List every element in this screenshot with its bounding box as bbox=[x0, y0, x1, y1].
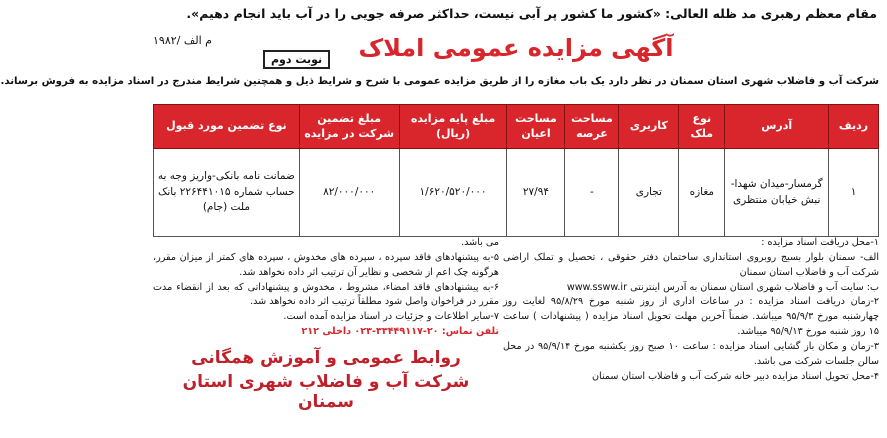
address-cell: گرمسار-میدان شهدا-نبش خیابان منتظری bbox=[725, 149, 829, 237]
footer-signature bbox=[153, 348, 499, 412]
header-cell: مساحت اعیان bbox=[507, 105, 565, 149]
guarantee-amount-cell: ۸۲/۰۰۰/۰۰۰ bbox=[299, 149, 399, 237]
term-item: ۶-به پیشنهادهای فاقد امضاء، مشروط ، مخدوش و پیشنهاداتی که بعد از انقضاء مدت مقرر در فراخوان واصل شود مطلقاً ترتیب اثر داده نخواهد شد. bbox=[153, 281, 499, 308]
footer-company: شرکت آب و فاضلاب شهری استان سمنان bbox=[182, 372, 470, 412]
terms-left-column bbox=[153, 236, 499, 340]
base-price-cell: ۱/۶۲۰/۵۲۰/۰۰۰ bbox=[399, 149, 507, 237]
term-item: ب: سایت آب و فاضلاب شهری استان سمنان به آدرس اینترنتی www.ssww.ir bbox=[566, 281, 879, 293]
term-item: ۱-محل دریافت اسناد مزایده : bbox=[761, 237, 879, 248]
header-cell: مبلغ پایه مزایده (ریال) bbox=[399, 105, 507, 149]
term-item: الف- سمنان بلوار بسیج روبروی استانداری ساختمان دفتر حقوقی ، تحصیل و تملک اراضی شرکت آب و فاضلاب استان سمنان bbox=[503, 251, 879, 278]
terms-right-column bbox=[503, 236, 879, 385]
term-item: ۷-سایر اطلاعات و جزئیات در اسناد مزایده آمده است. bbox=[283, 311, 499, 323]
guarantee-type-cell: ضمانت نامه بانکی-واریز وجه به حساب شماره ۲۲۶۴۴۱۰۱۵ بانک ملت (جام) bbox=[154, 149, 300, 237]
header-cell: کاربری bbox=[619, 105, 679, 149]
header-cell: مبلغ تضمین شرکت در مزایده bbox=[299, 105, 399, 149]
contact-phone: تلفن تماس: ۲۰-۳۳۴۴۹۱۱۷-۰۲۳ داخلی ۲۱۲ bbox=[301, 326, 499, 338]
table-row bbox=[154, 149, 879, 237]
property-type-cell: مغازه bbox=[679, 149, 725, 237]
term-item: ۳-زمان و مکان باز گشایی اسناد مزایده : ساعت ۱۰ صبح روز یکشنبه مورخ ۹۵/۹/۱۴ در محل سالن جلسات شرکت می باشد. bbox=[503, 341, 880, 367]
notice-title: آگهی مزایده عمومی املاک bbox=[358, 34, 674, 62]
header-cell: نوع ملک bbox=[679, 105, 725, 149]
land-area-cell: - bbox=[565, 149, 619, 237]
header-cell: آدرس bbox=[725, 105, 829, 149]
term-item: ۲-زمان دریافت اسناد مزایده : در ساعات اداری از روز شنبه مورخ ۹۵/۸/۲۹ لغایت روز چهارشنبه مورخ ۹۵/۹/۳ میباشد. ضمناً آخرین مهلت تحویل اسناد مزایده ( پیشنهادات ) ساعت ۱۵ روز شنبه مورخ ۹۵/۹/۱۳ میباشد. bbox=[503, 296, 880, 338]
building-area-cell: ۲۷/۹۴ bbox=[507, 149, 565, 237]
table-header-row bbox=[154, 105, 879, 149]
auction-table bbox=[153, 104, 879, 237]
header-cell: نوع تضمین مورد قبول bbox=[154, 105, 300, 149]
row-number-cell: ۱ bbox=[829, 149, 879, 237]
usage-cell: تجاری bbox=[619, 149, 679, 237]
term-item: ۴-محل تحویل اسناد مزایده دبیر خانه شرکت آب و فاضلاب استان سمنان bbox=[591, 370, 879, 382]
round-badge: نوبت دوم bbox=[263, 50, 330, 69]
footer-department: روابط عمومی و آموزش همگانی bbox=[191, 348, 461, 368]
header-cell: مساحت عرصه bbox=[565, 105, 619, 149]
leader-quote: مقام معظم رهبری مد ظله العالی: «کشور ما کشور پر آبی نیست، حداکثر صرفه جویی را در آب باید انجام دهیم». bbox=[186, 6, 877, 21]
intro-paragraph: شرکت آب و فاضلاب شهری استان سمنان در نظر دارد یک باب مغازه را از طریق مزایده عمومی با شرح و شرایط ذیل و همچنین شرایط مندرج در اسناد مزایده به فروش برساند. bbox=[0, 76, 879, 87]
reference-number: ۱۹۸۲/ م الف bbox=[153, 34, 212, 47]
term-item: ۵-به پیشنهادهای فاقد سپرده ، سپرده های مخدوش ، سپرده های کمتر از میزان مقرر، هرگونه چک اعم از شخصی و نظایر آن ترتیب اثر داده نخواهد شد. bbox=[153, 251, 499, 278]
term-item: می باشد. bbox=[461, 237, 499, 248]
header-cell: ردیف bbox=[829, 105, 879, 149]
